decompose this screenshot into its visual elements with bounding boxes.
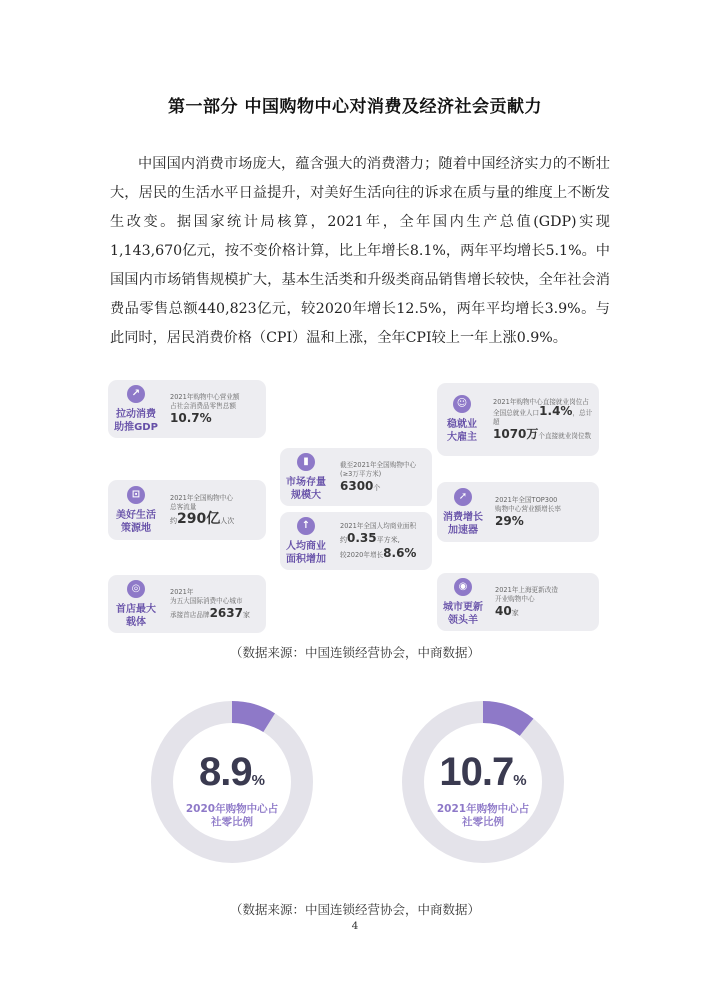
- rocket-icon: ➚: [454, 488, 472, 506]
- card-accel-value: 29%: [495, 513, 524, 528]
- donut-2020: [150, 700, 314, 864]
- target-icon: ◎: [127, 580, 145, 598]
- card-jobs-label-1: 稳就业: [447, 419, 477, 430]
- source-note-1: （数据来源：中国连锁经营协会，中商数据）: [229, 645, 480, 660]
- chart-up-icon: ↗: [127, 385, 145, 403]
- card-first-line-2: 为五大国际消费中心城市: [170, 596, 243, 605]
- card-first: [108, 575, 266, 633]
- page-number: 4: [351, 920, 359, 932]
- card-jobs-line-1: 2021年购物中心直接就业岗位占: [493, 397, 589, 406]
- card-stock-line-2: (≥3万平方米): [340, 469, 382, 478]
- card-area-value: 0.35: [347, 530, 377, 545]
- donut-2021-caption-1: 2021年购物中心占: [436, 803, 530, 815]
- card-gdp-label-1: 拉动消费: [116, 408, 156, 420]
- card-jobs-label-2: 大雇主: [447, 432, 477, 443]
- card-first-line-1: 2021年: [170, 587, 194, 596]
- card-life-value: 290亿: [177, 510, 221, 527]
- card-first-unit: 家: [242, 610, 250, 619]
- card-stock-unit: 个: [373, 483, 381, 492]
- card-area-pct: 8.6%: [383, 545, 417, 560]
- card-gdp-line-2: 占社会消费品零售总额: [170, 401, 236, 410]
- card-renew-line-1: 2021年上海更新改造: [495, 585, 558, 594]
- donut-2020-caption-1: 2020年购物中心占: [185, 803, 279, 815]
- donut-2021-caption-2: 社零比例: [462, 816, 504, 828]
- people-icon: ☺: [453, 395, 471, 413]
- donut-2021: [401, 700, 565, 864]
- card-area-label-1: 人均商业: [286, 540, 326, 552]
- card-life-line-2: 总客流量: [170, 502, 197, 511]
- card-jobs-pct: 1.4%: [539, 403, 573, 418]
- source-note-2: （数据来源：中国连锁经营协会，中商数据）: [229, 902, 480, 917]
- donut-2020-caption-2: 社零比例: [211, 816, 253, 828]
- section-title: 第一部分 中国购物中心对消费及经济社会贡献力: [168, 97, 542, 117]
- card-jobs-value: 1070万: [493, 426, 539, 441]
- shopping-bag-icon: ⊡: [127, 486, 145, 504]
- card-area: [280, 512, 432, 570]
- globe-icon: ◉: [454, 578, 472, 596]
- card-renew-line-2: 开业购物中心: [495, 594, 535, 603]
- card-gdp-label-2: 助推GDP: [114, 421, 158, 433]
- growth-icon: ↑: [297, 517, 315, 535]
- card-stock: [280, 448, 432, 506]
- card-first-label-2: 载体: [126, 616, 146, 628]
- card-stock-label-1: 市场存量: [286, 476, 326, 488]
- card-renew-value: 40: [495, 603, 512, 618]
- card-area-unit: 平方米,: [376, 535, 400, 544]
- card-first-line-3: 承接首店品牌: [170, 610, 210, 619]
- donut-2021-unit: %: [513, 772, 527, 789]
- card-renew-label-1: 城市更新: [443, 601, 483, 613]
- card-renew-label-2: 领头羊: [448, 614, 478, 626]
- card-jobs-line-3: 个直接就业岗位数: [538, 431, 592, 440]
- card-life: [108, 480, 266, 540]
- card-life-line-1: 2021年全国购物中心: [170, 493, 233, 502]
- card-first-label-1: 首店最大: [116, 603, 156, 615]
- card-area-label-2: 面积增加: [286, 553, 326, 565]
- card-area-line-1: 2021年全国人均商业面积: [340, 521, 417, 530]
- donut-2020-value: 8.9: [199, 750, 252, 794]
- donut-2021-value: 10.7: [439, 750, 514, 794]
- card-accel: [437, 482, 599, 542]
- card-accel-line-2: 购物中心营业额增长率: [495, 504, 561, 513]
- card-gdp: [108, 380, 266, 438]
- donut-2020-unit: %: [251, 772, 265, 789]
- card-jobs-line-2b: ，总计超: [493, 408, 593, 426]
- card-life-label-1: 美好生活: [116, 509, 156, 521]
- card-gdp-value: 10.7%: [170, 410, 212, 425]
- card-renew-unit: 家: [511, 608, 519, 617]
- card-area-line-3a: 较2020年增长: [340, 550, 384, 559]
- card-life-label-2: 策源地: [121, 522, 151, 534]
- card-stock-line-1: 截至2021年全国购物中心: [340, 460, 417, 469]
- card-jobs-line-2a: 全国总就业人口: [493, 408, 540, 417]
- card-jobs: [437, 383, 599, 456]
- card-life-unit: 人次: [220, 516, 235, 525]
- card-accel-label-2: 加速器: [448, 524, 478, 536]
- card-area-prefix: 约: [340, 535, 347, 544]
- body-paragraph: 中国国内消费市场庞大，蕴含强大的消费潜力；随着中国经济实力的不断壮大，居民的生活水平日益提升，对美好生活向往的诉求在质与量的维度上不断发生改变。据国家统计局核算，2021年，全年国内生产总值(GDP)实现1,143,670亿元，按不变价格计算，比上年增长8.1%，两年平均增长5.1%。中国国内市场销售规模扩大，基本生活类和升级类商品销售增长较快，全年社会消费品零售总额440,823亿元，较2020年增长12.5%，两年平均增长3.9%。与此同时，居民消费价格（CPI）温和上涨，全年CPI较上一年上涨0.9%。: [110, 156, 610, 346]
- card-stock-label-2: 规模大: [291, 489, 321, 501]
- card-first-value: 2637: [209, 605, 243, 620]
- card-stock-value: 6300: [340, 478, 374, 493]
- card-gdp-line-1: 2021年购物中心营业额: [170, 392, 240, 401]
- card-renew: [437, 573, 599, 631]
- bar-chart-icon: ▮: [297, 453, 315, 471]
- card-accel-label-1: 消费增长: [443, 511, 483, 523]
- card-life-prefix: 约: [170, 516, 177, 525]
- card-accel-line-1: 2021年全国TOP300: [495, 495, 558, 504]
